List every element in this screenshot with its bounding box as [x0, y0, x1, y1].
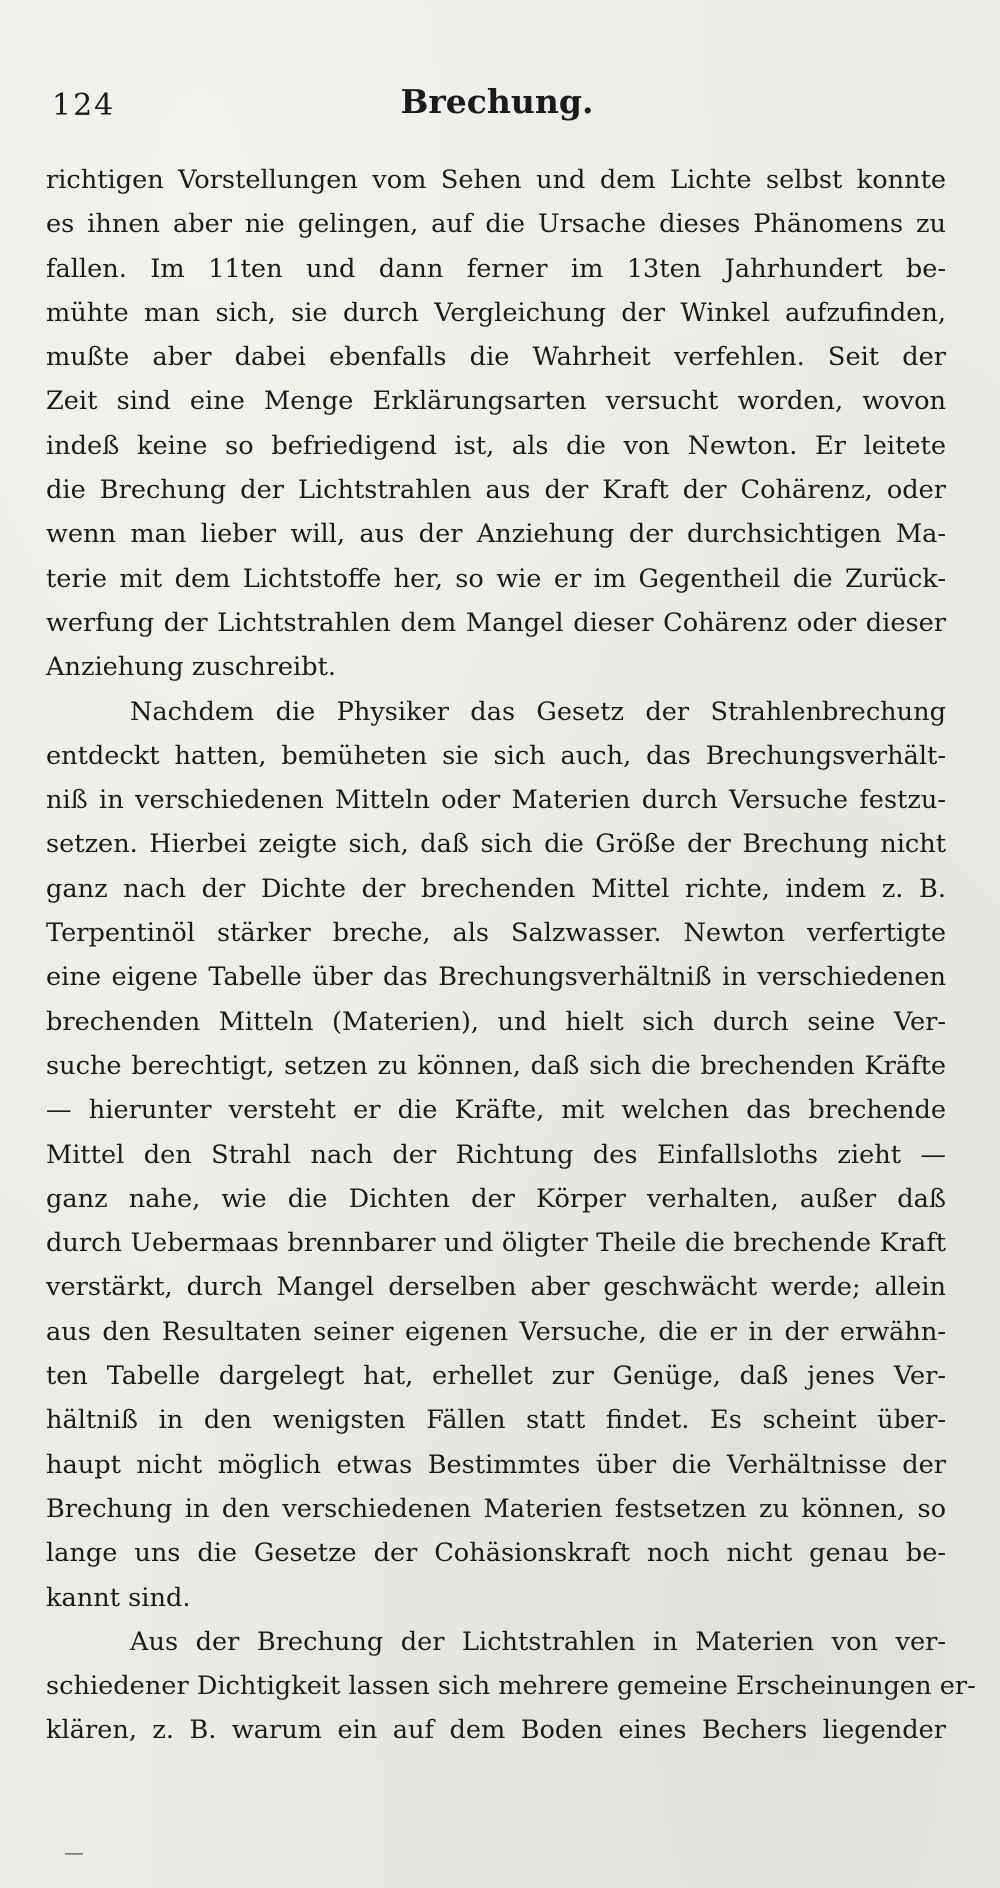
text-line: hältniß in den wenigsten Fällen statt findet. Es scheint über-	[46, 1405, 946, 1436]
text-line: mußte aber dabei ebenfalls die Wahrheit verfehlen. Seit der	[46, 342, 946, 373]
text-line: ganz nach der Dichte der brechenden Mittel richte, indem z. B.	[46, 873, 946, 904]
text-line: klären, z. B. warum ein auf dem Boden eines Bechers liegender	[46, 1715, 946, 1746]
text-line: terie mit dem Lichtstoffe her, so wie er im Gegentheil die Zurück-	[46, 563, 946, 594]
page-header	[52, 82, 942, 132]
text-line: richtigen Vorstellungen vom Sehen und dem Lichte selbst konnte	[46, 165, 946, 195]
page-number: 124	[52, 88, 116, 123]
text-line: durch Uebermaas brennbarer und öligter Theile die brechende Kraft	[46, 1228, 946, 1259]
footer-mark: —	[64, 1840, 84, 1864]
running-head: Brechung.	[400, 82, 594, 121]
text-line: ten Tabelle dargelegt hat, erhellet zur Genüge, daß jenes Ver-	[46, 1361, 946, 1392]
paragraph-start-line: Aus der Brechung der Lichtstrahlen in Materien von ver-	[130, 1626, 946, 1657]
text-line: indeß keine so befriedigend ist, als die von Newton. Er leitete	[46, 430, 946, 461]
text-line: die Brechung der Lichtstrahlen aus der Kraft der Cohärenz, oder	[46, 475, 946, 506]
text-line: Brechung in den verschiedenen Materien festsetzen zu können, so	[46, 1493, 946, 1524]
text-line: Terpentinöl stärker breche, als Salzwasser. Newton verfertigte	[46, 918, 946, 949]
text-line: aus den Resultaten seiner eigenen Versuche, die er in der erwähn-	[46, 1316, 946, 1347]
text-line: ganz nahe, wie die Dichten der Körper verhalten, außer daß	[46, 1183, 946, 1214]
text-line: verstärkt, durch Mangel derselben aber geschwächt werde; allein	[46, 1272, 946, 1303]
text-line: eine eigene Tabelle über das Brechungsverhältniß in verschiedenen	[46, 962, 946, 993]
body-text	[46, 158, 976, 1753]
text-line: niß in verschiedenen Mitteln oder Materien durch Versuche festzu-	[46, 785, 946, 816]
text-line: mühte man sich, sie durch Vergleichung der Winkel aufzufinden,	[46, 297, 946, 328]
text-line: Zeit sind eine Menge Erklärungsarten versucht worden, wovon	[46, 386, 946, 417]
paragraph-start-line: Nachdem die Physiker das Gesetz der Strahlenbrechung	[130, 696, 946, 727]
text-line: schiedener Dichtigkeit lassen sich mehrere gemeine Erscheinungen er-	[46, 1671, 976, 1702]
paragraph-end-line: Anziehung zuschreibt.	[46, 652, 337, 683]
text-line: wenn man lieber will, aus der Anziehung der durchsichtigen Ma-	[46, 519, 946, 550]
text-line: haupt nicht möglich etwas Bestimmtes über die Verhältnisse der	[46, 1449, 946, 1480]
text-line: es ihnen aber nie gelingen, auf die Ursache dieses Phänomens zu	[46, 209, 946, 240]
text-line: brechenden Mitteln (Materien), und hielt sich durch seine Ver-	[46, 1006, 946, 1037]
text-line: werfung der Lichtstrahlen dem Mangel dieser Cohärenz oder dieser	[46, 607, 946, 638]
text-line: Mittel den Strahl nach der Richtung des Einfallsloths zieht —	[46, 1139, 946, 1170]
text-line: — hierunter versteht er die Kräfte, mit welchen das brechende	[46, 1095, 946, 1126]
text-line: setzen. Hierbei zeigte sich, daß sich die Größe der Brechung nicht	[46, 829, 946, 860]
text-line: fallen. Im 11ten und dann ferner im 13ten Jahrhundert be-	[46, 253, 946, 284]
text-line: suche berechtigt, setzen zu können, daß sich die brechenden Kräfte	[46, 1050, 946, 1081]
text-line: lange uns die Gesetze der Cohäsionskraft noch nicht genau be-	[46, 1538, 946, 1569]
paragraph-end-line: kannt sind.	[46, 1582, 191, 1613]
text-line: entdeckt hatten, bemüheten sie sich auch, das Brechungsverhält-	[46, 740, 946, 771]
